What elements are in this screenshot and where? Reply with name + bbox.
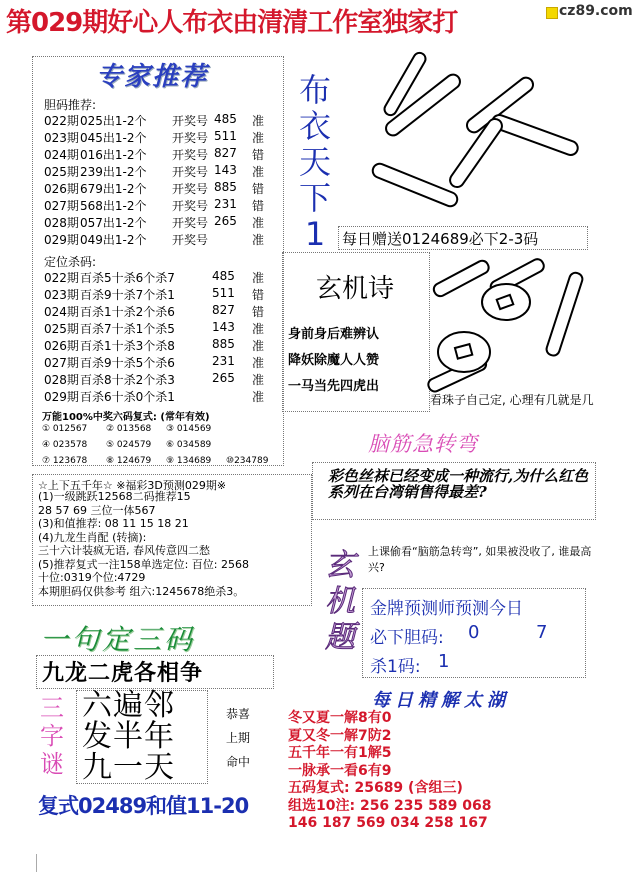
table-cell: 准 (252, 165, 265, 179)
congrats-line: 恭喜 (226, 707, 251, 721)
table-cell: ① 012567 (42, 424, 88, 434)
forecast-heading: ☆上下五千年☆ ※福彩3D预测029期※ (38, 479, 227, 492)
table-cell: 568出1-2个 (80, 199, 147, 213)
table-cell: 016出1-2个 (80, 148, 147, 162)
wan-table (42, 424, 282, 472)
table-cell: 准 (252, 322, 265, 336)
table-cell: 028期 (44, 216, 79, 230)
table-cell: 231 (212, 354, 235, 368)
table-cell: 049出1-2个 (80, 233, 147, 247)
table-cell: 029期 (44, 233, 79, 247)
fushi-line: 复式02489和值11-20 (38, 794, 249, 818)
table-cell: 143 (214, 163, 237, 177)
table-cell: ④ 023578 (42, 440, 88, 450)
forecast-item: 三十六计装疯无语, 春风传意四二愁 (38, 544, 210, 557)
table-cell: 错 (252, 288, 265, 302)
table-cell: 错 (252, 182, 265, 196)
poem-line: 身前身后难辨认 (288, 327, 380, 342)
table-cell: 025出1-2个 (80, 114, 147, 128)
gold-dan-1: 0 (468, 622, 480, 643)
table-cell: 错 (252, 148, 265, 162)
table-row (42, 440, 282, 456)
forecast-item: 28 57 69 三位一体567 (38, 503, 156, 517)
xuanji-poem (288, 322, 424, 400)
gold-kill-value: 1 (438, 651, 450, 672)
table-cell: 827 (212, 303, 235, 317)
table-cell: 准 (252, 233, 265, 247)
xuanji-heading: 玄机诗 (316, 274, 395, 304)
table-row (44, 214, 280, 231)
table-row (44, 269, 280, 286)
forecast-item: (1)一级跳跃12568二码推荐15 (38, 490, 191, 503)
table-cell: ⑨ 134689 (166, 456, 212, 466)
taihu-list (288, 710, 594, 833)
buyi-title-char: 下 (298, 179, 331, 217)
zimi-line: 发半年 (82, 719, 175, 754)
table-cell: 百杀9十杀7个杀1 (80, 288, 175, 302)
taihu-line: 五千年一有1解5 (288, 745, 392, 761)
table-cell: 827 (214, 146, 237, 160)
table-cell: ⑤ 024579 (106, 440, 152, 450)
table-cell: 准 (252, 373, 265, 387)
table-row (44, 286, 280, 303)
table-cell: ⑥ 034589 (166, 440, 212, 450)
table-cell: 开奖号 (172, 182, 209, 196)
forecast-item: (3)和值推荐: 08 11 15 18 21 (38, 517, 189, 530)
expert-heading: 专家推荐 (96, 62, 209, 92)
forecast-item: (4)九龙生肖配 (转摘): (38, 530, 147, 544)
table-cell: 百杀6十杀0个杀1 (80, 390, 175, 404)
table-row (44, 163, 280, 180)
buyi-title-char: 布 (298, 71, 331, 109)
riddle-label-char: 题 (325, 620, 355, 655)
zimi-line: 六遍邻 (82, 688, 175, 723)
footer-divider (36, 854, 37, 872)
xuanji-note: 看珠子自己定, 心理有几就是几 (430, 393, 594, 407)
congrats-line: 命中 (226, 755, 251, 769)
riddle-label (320, 548, 360, 656)
buyi-title-char: 天 (298, 143, 331, 181)
stick-icon (545, 271, 584, 357)
table-cell: 错 (252, 305, 265, 319)
table-row (44, 388, 280, 405)
table-cell: ⑩234789 (226, 456, 269, 466)
table-cell: 百杀5十杀6个杀7 (80, 271, 175, 285)
table-row (44, 112, 280, 129)
zimi-label-char: 谜 (40, 750, 64, 778)
coins-graphic (426, 250, 600, 388)
table-row (44, 354, 280, 371)
forecast-item: (5)推荐复式一注158单选定位: 百位: 2568 (38, 557, 249, 571)
logo-square-icon (546, 7, 558, 19)
table-cell: 485 (214, 112, 237, 126)
table-cell: 029期 (44, 390, 79, 404)
table-cell: 准 (252, 216, 265, 230)
table-cell: 026期 (44, 339, 79, 353)
congrats-note (226, 702, 266, 774)
table-cell: 开奖号 (172, 114, 209, 128)
table-cell: 023期 (44, 131, 79, 145)
forecast-list (38, 490, 310, 598)
riddle-label-char: 玄 (325, 548, 355, 583)
table-cell: 百杀1十杀2个杀6 (80, 305, 175, 319)
gold-dan-label: 必下胆码: (370, 628, 444, 648)
table-cell: 025期 (44, 165, 79, 179)
table-row (44, 371, 280, 388)
zimi-line: 九一天 (82, 750, 175, 785)
table-cell: 022期 (44, 114, 79, 128)
table-cell: 开奖号 (172, 216, 209, 230)
table-cell: ② 013568 (106, 424, 152, 434)
table-cell: 511 (212, 286, 235, 300)
dan-title: 胆码推荐: (44, 98, 97, 112)
congrats-line: 上期 (226, 731, 251, 745)
zimi-lines (82, 690, 212, 783)
table-cell: 885 (214, 180, 237, 194)
kill-title: 定位杀码: (44, 255, 97, 269)
table-row (44, 129, 280, 146)
poem-line: 降妖除魔人人赞 (288, 353, 380, 368)
table-cell: 265 (214, 214, 237, 228)
coin-icon (438, 332, 490, 372)
table-cell: 028期 (44, 373, 79, 387)
table-cell: 485 (212, 269, 235, 283)
table-cell: 错 (252, 199, 265, 213)
table-cell: 143 (212, 320, 235, 334)
stick-icon (371, 162, 460, 209)
table-cell: 百杀9十杀5个杀6 (80, 356, 175, 370)
table-cell: 511 (214, 129, 237, 143)
table-row (44, 231, 280, 248)
table-cell: ③ 014569 (166, 424, 212, 434)
site-logo-text: cz89.com (559, 3, 633, 19)
table-cell: 025期 (44, 322, 79, 336)
sticks-graphic (340, 58, 598, 224)
zimi-label-char: 三 (40, 694, 64, 722)
taihu-line: 146 187 569 034 258 167 (288, 815, 488, 831)
table-cell: 024期 (44, 148, 79, 162)
stick-icon (490, 113, 579, 157)
page-title: 第029期好心人布衣由清清工作室独家打 (6, 8, 458, 38)
gold-title: 金牌预测师预测今日 (370, 599, 523, 619)
table-row (44, 146, 280, 163)
taihu-line: 夏又冬一解7防2 (288, 727, 392, 744)
table-cell: 准 (252, 131, 265, 145)
table-cell: 679出1-2个 (80, 182, 147, 196)
table-row (42, 424, 282, 440)
table-cell: 开奖号 (172, 233, 209, 247)
dan-table (44, 112, 280, 248)
table-cell: 239出1-2个 (80, 165, 147, 179)
poem-line: 一马当先四虎出 (288, 379, 380, 394)
table-cell: 开奖号 (172, 199, 209, 213)
table-row (44, 337, 280, 354)
site-logo[interactable] (546, 2, 633, 24)
forecast-item: 本期胆码仅供参考 组六:1245678绝杀3。 (38, 584, 245, 598)
gold-dan-2: 7 (536, 622, 548, 643)
daily-gift-text: 每日赠送0124689必下2-3码 (342, 230, 539, 248)
taihu-line: 冬又夏一解8有0 (288, 710, 392, 726)
table-cell: 024期 (44, 305, 79, 319)
buyi-title-char: 1 (304, 215, 326, 253)
taihu-line: 五码复式: 25689 (含组三) (288, 780, 463, 796)
brain-heading: 脑筋急转弯 (368, 432, 478, 456)
table-row (44, 197, 280, 214)
table-cell: 百杀8十杀2个杀3 (80, 373, 175, 387)
riddle-text: 上课偷看“脑筋急转弯”, 如果被没收了, 谁最高兴? (368, 545, 592, 574)
table-cell: 百杀7十杀1个杀5 (80, 322, 175, 336)
table-row (42, 456, 282, 472)
table-cell: ⑧ 124679 (106, 456, 152, 466)
table-cell: 准 (252, 356, 265, 370)
table-cell: 百杀1十杀3个杀8 (80, 339, 175, 353)
stick-icon (432, 259, 491, 299)
table-cell: 027期 (44, 356, 79, 370)
yiju-heading: 一句定三码 (40, 623, 196, 656)
table-row (44, 320, 280, 337)
brain-question: 彩色丝袜已经变成一种流行,为什么红色系列在台湾销售得最差? (328, 467, 589, 501)
table-cell: 开奖号 (172, 148, 209, 162)
table-cell: 准 (252, 390, 265, 404)
kill-table (44, 269, 280, 405)
table-cell: 开奖号 (172, 165, 209, 179)
table-cell: 023期 (44, 288, 79, 302)
table-cell: 准 (252, 271, 265, 285)
table-row (44, 303, 280, 320)
table-cell: 231 (214, 197, 237, 211)
table-cell: 885 (212, 337, 235, 351)
table-cell: 022期 (44, 271, 79, 285)
table-cell: 057出1-2个 (80, 216, 147, 230)
table-cell: 准 (252, 114, 265, 128)
wan-title: 万能100%中奖六码复式: (常年有效) (42, 412, 210, 423)
table-row (44, 180, 280, 197)
gold-kill-label: 杀1码: (370, 657, 421, 677)
forecast-item: 十位:0319个位:4729 (38, 571, 146, 584)
zimi-label-char: 字 (40, 722, 64, 750)
riddle-label-char: 机 (325, 584, 355, 619)
table-cell: 开奖号 (172, 131, 209, 145)
buyi-title-char: 衣 (298, 107, 331, 145)
buyi-title (292, 72, 338, 252)
table-cell: 045出1-2个 (80, 131, 147, 145)
table-cell: 265 (212, 371, 235, 385)
table-cell: 准 (252, 339, 265, 353)
taihu-line: 一脉承一看6有9 (288, 762, 392, 779)
taihu-heading: 每日精解太湖 (372, 690, 510, 711)
table-cell: 027期 (44, 199, 79, 213)
table-cell: ⑦ 123678 (42, 456, 88, 466)
yiju-line: 九龙二虎各相争 (42, 661, 204, 686)
table-cell: 026期 (44, 182, 79, 196)
taihu-line: 组选10注: 256 235 589 068 (288, 797, 492, 814)
coin-icon (482, 284, 530, 320)
zimi-label (34, 694, 70, 778)
